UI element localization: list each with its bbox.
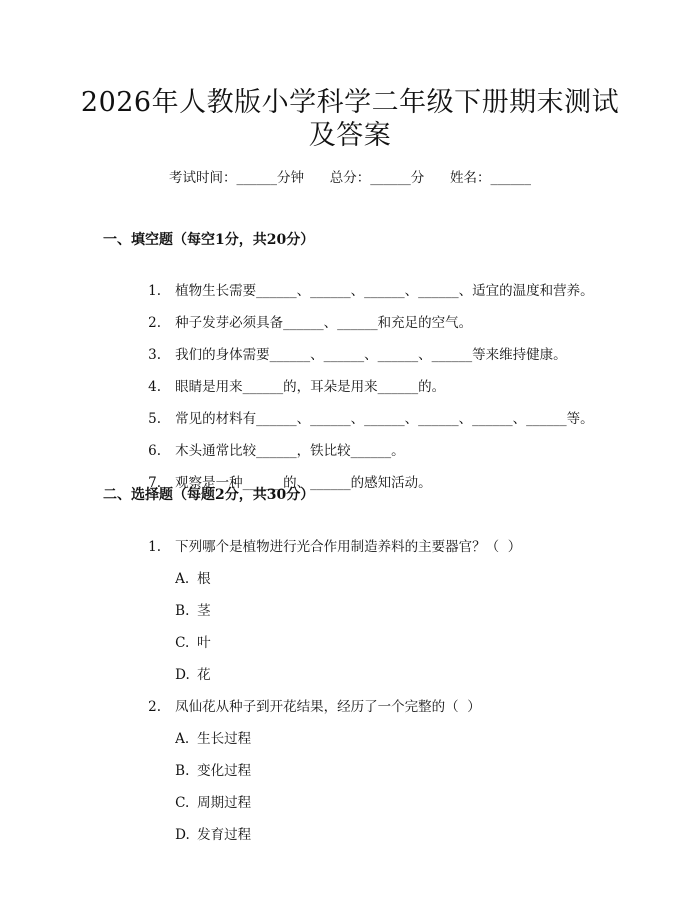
option-letter: B. xyxy=(175,603,190,619)
question-number: 2. xyxy=(148,699,162,715)
item-text: 观察是一种______的、______的感知活动。 xyxy=(175,475,432,491)
item-number: 3. xyxy=(148,347,162,363)
item-text: 常见的材料有______、______、______、______、______、______等。 xyxy=(175,411,594,427)
question-text: 凤仙花从种子到开花结果，经历了一个完整的（ ） xyxy=(175,699,481,715)
choice-option xyxy=(158,805,251,865)
option-letter: D. xyxy=(175,667,190,683)
question-number: 1. xyxy=(148,539,162,555)
item-text: 眼睛是用来______的，耳朵是用来______的。 xyxy=(175,379,446,395)
page-title-line-1: 2026年人教版小学科学二年级下册期末测试 xyxy=(80,87,620,118)
item-number: 1. xyxy=(148,283,162,299)
item-text: 我们的身体需要______、______、______、______等来维持健康。 xyxy=(175,347,567,363)
option-text: 发育过程 xyxy=(197,827,252,843)
option-text: 茎 xyxy=(197,603,211,619)
option-text: 花 xyxy=(197,667,211,683)
option-letter: C. xyxy=(175,795,190,811)
page-title-line-2: 及答案 xyxy=(308,120,392,151)
option-letter: B. xyxy=(175,763,190,779)
item-text: 种子发芽必须具备______、______和充足的空气。 xyxy=(175,315,473,331)
option-text: 根 xyxy=(197,571,211,587)
exam-meta-line: 考试时间：______分钟 总分：______分 姓名：______ xyxy=(169,170,531,186)
option-letter: A. xyxy=(175,571,190,587)
option-letter: D. xyxy=(175,827,190,843)
option-letter: A. xyxy=(175,731,190,747)
option-text: 周期过程 xyxy=(197,795,252,811)
question-text: 下列哪个是植物进行光合作用制造养料的主要器官？（ ） xyxy=(175,539,522,555)
section-heading-fill-blank: 一、填空题（每空1分，共20分） xyxy=(103,232,315,248)
item-number: 2. xyxy=(148,315,162,331)
item-number: 5. xyxy=(148,411,162,427)
section-heading-multiple-choice: 二、选择题（每题2分，共30分） xyxy=(103,487,315,503)
item-number: 6. xyxy=(148,443,162,459)
option-text: 生长过程 xyxy=(197,731,252,747)
option-text: 叶 xyxy=(197,635,211,651)
option-letter: C. xyxy=(175,635,190,651)
item-text: 木头通常比较______，铁比较______。 xyxy=(175,443,405,459)
item-number: 4. xyxy=(148,379,162,395)
option-text: 变化过程 xyxy=(197,763,252,779)
item-number: 7. xyxy=(148,475,162,491)
item-text: 植物生长需要______、______、______、______、适宜的温度和营养。 xyxy=(175,283,594,299)
